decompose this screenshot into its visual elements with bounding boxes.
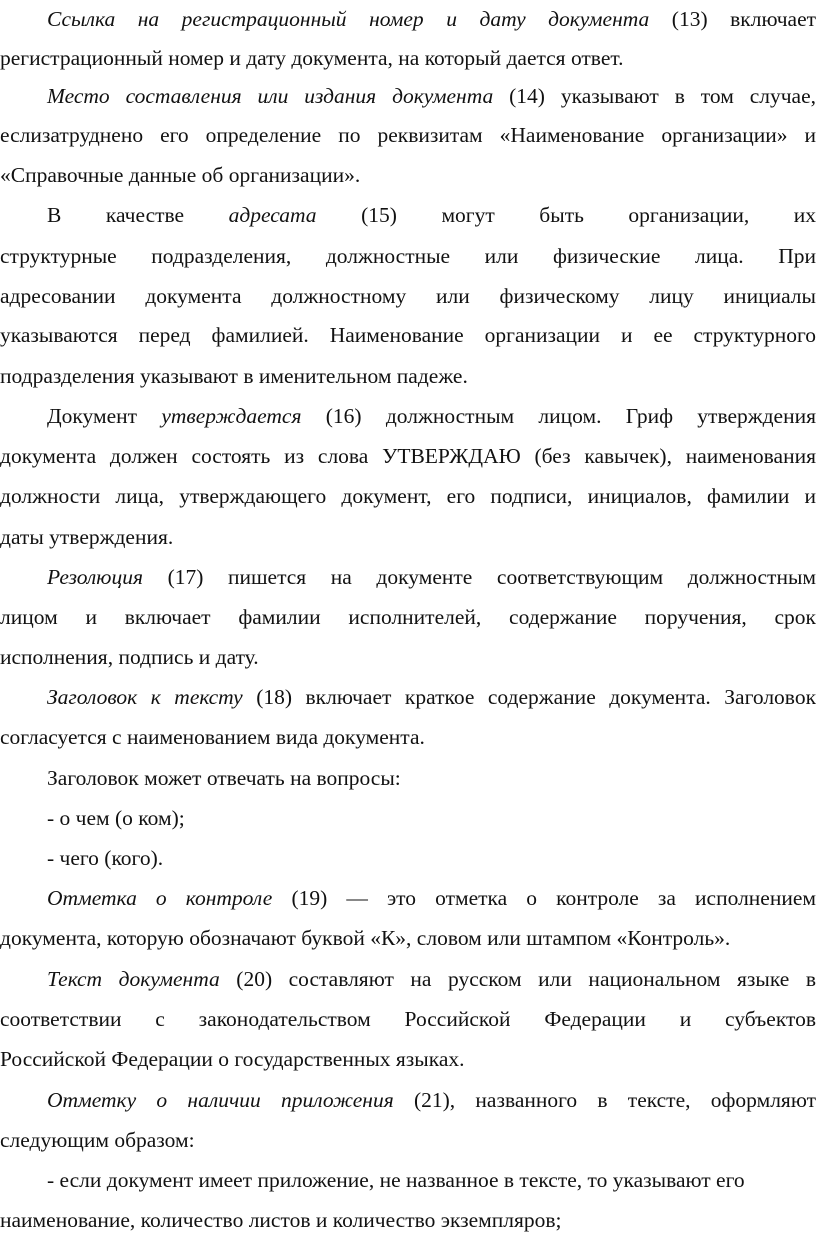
term-16: утверждается <box>161 404 302 428</box>
term-15: адресата <box>228 203 317 227</box>
paragraph-15-line-1: В качестве адресата (15) могут быть организации, их <box>47 203 816 227</box>
paragraph-16-line-2: документа должен состоять из слова УТВЕРЖДАЮ (без кавычек), наименования <box>0 444 816 468</box>
term-14: Место составления или издания документа <box>47 84 494 108</box>
questions-intro: Заголовок может отвечать на вопросы: <box>47 766 401 790</box>
paragraph-17-line-3: исполнения, подпись и дату. <box>0 645 259 669</box>
paragraph-17-line-1: Резолюция (17) пишется на документе соответствующим должностным <box>47 565 816 589</box>
term-17: Резолюция <box>47 565 143 589</box>
paragraph-15-line-5: подразделения указывают в именительном падеже. <box>0 364 468 388</box>
paragraph-14-line-3: «Справочные данные об организации». <box>0 163 361 187</box>
paragraph-16-line-4: даты утверждения. <box>0 525 174 549</box>
paragraph-19-line-1: Отметка о контроле (19) — это отметка о контроле за исполнением <box>47 886 816 910</box>
paragraph-20-line-2: соответствии с законодательством Российской Федерации и субъектов <box>0 1007 816 1031</box>
paragraph-16-line-3: должности лица, утверждающего документ, его подписи, инициалов, фамилии и <box>0 484 816 508</box>
term-19: Отметка о контроле <box>47 886 273 910</box>
paragraph-20-line-3: Российской Федерации о государственных языках. <box>0 1047 465 1071</box>
paragraph-15-line-2: структурные подразделения, должностные или физические лица. При <box>0 244 816 268</box>
term-13: Ссылка на регистрационный номер и дату документа <box>47 7 650 31</box>
list-item: - чего (кого). <box>47 846 164 870</box>
paragraph-14-line-1: Место составления или издания документа (14) указывают в том случае, <box>47 84 816 108</box>
paragraph-13-line-1: Ссылка на регистрационный номер и дату документа (13) включает <box>47 7 816 31</box>
paragraph-21-line-2: следующим образом: <box>0 1128 195 1152</box>
paragraph-18-line-2: согласуется с наименованием вида документа. <box>0 725 425 749</box>
paragraph-18-line-1: Заголовок к тексту (18) включает краткое содержание документа. Заголовок <box>47 685 816 709</box>
paragraph-15-line-3: адресовании документа должностному или физическому лицу инициалы <box>0 284 816 308</box>
paragraph-13-line-2: регистрационный номер и дату документа, на который дается ответ. <box>0 46 624 70</box>
term-18: Заголовок к тексту <box>47 685 243 709</box>
term-21: Отметку о наличии приложения <box>47 1088 394 1112</box>
paragraph-21-line-1: Отметку о наличии приложения (21), названного в тексте, оформляют <box>47 1088 816 1112</box>
paragraph-16-line-1: Документ утверждается (16) должностным лицом. Гриф утверждения <box>47 404 816 428</box>
paragraph-21-line-3: - если документ имеет приложение, не названное в тексте, то указывают его <box>47 1168 745 1192</box>
paragraph-21-line-4: наименование, количество листов и количество экземпляров; <box>0 1208 562 1232</box>
paragraph-19-line-2: документа, которую обозначают буквой «К», словом или штампом «Контроль». <box>0 926 731 950</box>
paragraph-15-line-4: указываются перед фамилией. Наименование организации и ее структурного <box>0 323 816 347</box>
paragraph-14-line-2: еслизатруднено его определение по реквизитам «Наименование организации» и <box>0 123 816 147</box>
list-item: - о чем (о ком); <box>47 806 185 830</box>
term-20: Текст документа <box>47 967 220 991</box>
paragraph-17-line-2: лицом и включает фамилии исполнителей, содержание поручения, срок <box>0 605 816 629</box>
paragraph-20-line-1: Текст документа (20) составляют на русском или национальном языке в <box>47 967 816 991</box>
